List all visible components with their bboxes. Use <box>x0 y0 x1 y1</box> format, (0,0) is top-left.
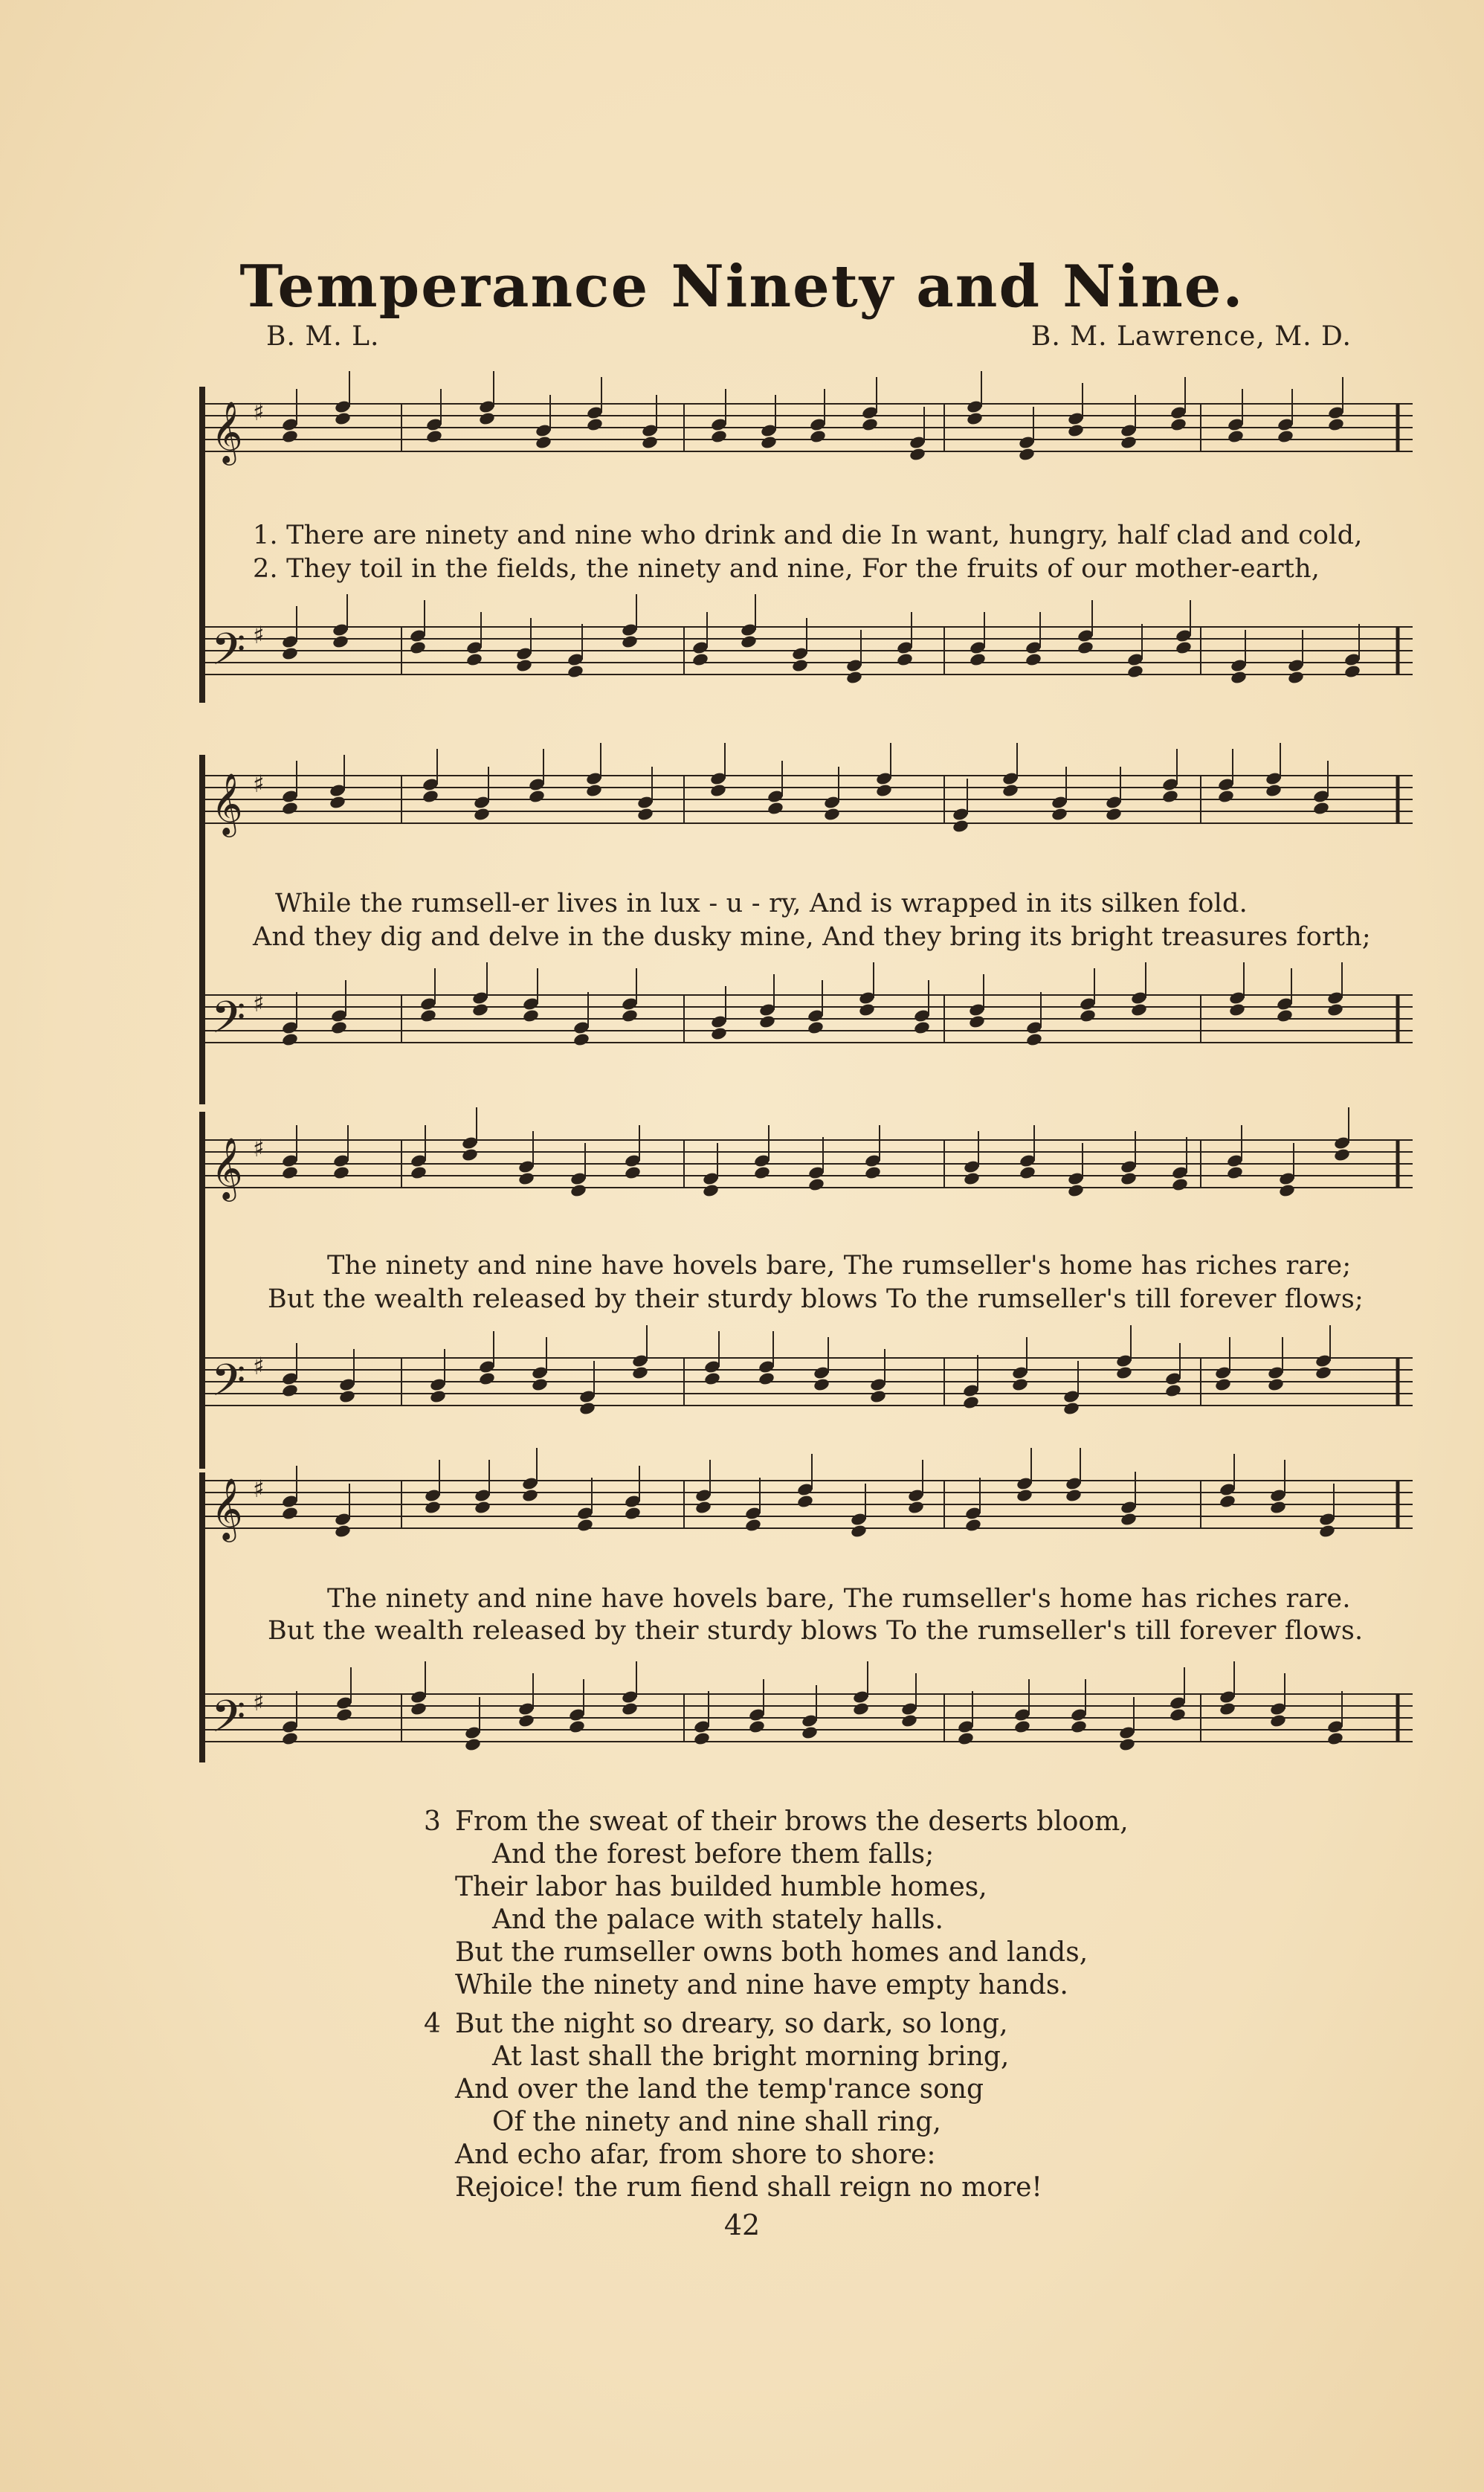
note-head <box>694 1500 712 1515</box>
note-head <box>845 670 863 685</box>
note-head <box>1051 807 1068 822</box>
verse-line: Their labor has builded humble homes, <box>455 1872 987 1902</box>
note-head <box>1276 1008 1294 1023</box>
note-head <box>1214 1377 1232 1392</box>
verse-3 <box>424 1806 1129 2002</box>
note-head <box>1025 652 1042 667</box>
note-head <box>1001 783 1019 798</box>
note-head <box>631 1365 649 1380</box>
note-head <box>1318 1524 1336 1539</box>
note-head <box>478 411 496 426</box>
note-head <box>1164 1383 1182 1398</box>
bass-clef-icon: 𝄢 <box>211 623 246 686</box>
lyric-line-1b: 2. They toil in the fields, the ninety and nine, For the fruits of our mother-earth, <box>253 554 1320 584</box>
note-head <box>621 1008 639 1023</box>
verse-4 <box>424 2008 1129 2204</box>
note-head <box>1120 435 1138 450</box>
note-head <box>334 1524 352 1539</box>
bass-system-4 <box>201 1643 1420 1792</box>
note-head <box>281 1032 299 1047</box>
note-head <box>1120 1171 1138 1186</box>
treble-clef-icon: 𝄞 <box>211 772 243 834</box>
bass-system-2 <box>201 956 1420 1082</box>
treble-clef-icon: 𝄞 <box>211 1477 243 1539</box>
note-head <box>522 1008 540 1023</box>
note-head <box>585 783 603 798</box>
note-head <box>474 1500 491 1515</box>
note-head <box>791 658 809 673</box>
note-head <box>813 1377 830 1392</box>
note-head <box>1219 1494 1236 1509</box>
note-head <box>570 1183 587 1198</box>
sharp-icon: ♯ <box>253 1688 265 1716</box>
note-head <box>1161 789 1179 804</box>
note-head <box>465 652 483 667</box>
note-head <box>1269 1500 1287 1515</box>
note-head <box>621 1701 639 1716</box>
note-head <box>753 1165 771 1180</box>
note-head <box>758 1014 776 1029</box>
note-head <box>1070 1719 1088 1734</box>
note-head <box>330 1020 348 1035</box>
note-head <box>429 1389 447 1404</box>
note-head <box>801 1725 819 1740</box>
lyric-line-1a: 1. There are ninety and nine who drink and die In want, hungry, half clad and cold, <box>253 521 1363 550</box>
note-head <box>335 1707 353 1722</box>
note-head <box>464 1737 482 1752</box>
note-head <box>966 411 984 426</box>
music-system-2 <box>201 725 1420 874</box>
note-head <box>691 652 709 667</box>
note-head <box>1130 1002 1148 1017</box>
note-head <box>1077 640 1094 655</box>
note-head <box>624 1506 642 1521</box>
sharp-icon: ♯ <box>253 1352 265 1380</box>
note-head <box>1287 670 1305 685</box>
note-head <box>1343 664 1361 679</box>
note-head <box>1219 1701 1236 1716</box>
note-head <box>809 429 827 444</box>
page-number: 42 <box>723 2209 761 2241</box>
verse-line: Rejoice! the rum fiend shall reign no more! <box>455 2172 1042 2203</box>
note-head <box>1065 1488 1083 1503</box>
note-head <box>281 801 299 816</box>
music-system-3 <box>201 1086 1420 1242</box>
note-head <box>1227 429 1245 444</box>
note-head <box>710 429 728 444</box>
lyric-line-3b: But the wealth released by their sturdy blows To the rumseller's till forever flows; <box>268 1284 1364 1314</box>
note-head <box>896 652 914 667</box>
bass-system-1 <box>201 587 1420 714</box>
sharp-icon: ♯ <box>253 1475 265 1503</box>
note-head <box>864 1165 882 1180</box>
treble-staff-3 <box>201 1086 1420 1242</box>
hymn-title: Temperance Ninety and Nine. <box>239 253 1245 321</box>
note-head <box>1025 1032 1043 1047</box>
note-head <box>858 1002 876 1017</box>
note-head <box>744 1518 762 1533</box>
sharp-icon: ♯ <box>253 989 265 1017</box>
note-head <box>861 417 879 432</box>
note-head <box>471 1002 489 1017</box>
note-head <box>957 1731 975 1746</box>
note-head <box>567 664 584 679</box>
note-head <box>962 1395 980 1410</box>
note-head <box>1326 1002 1344 1017</box>
note-head <box>767 801 784 816</box>
note-head <box>875 783 893 798</box>
note-head <box>796 1494 814 1509</box>
treble-clef-icon: 𝄞 <box>211 1136 243 1199</box>
note-head <box>969 652 987 667</box>
note-head <box>281 1731 299 1746</box>
note-head <box>517 1171 535 1186</box>
note-head <box>281 1165 299 1180</box>
verse-line: While the ninety and nine have empty hands. <box>455 1970 1068 2000</box>
note-head <box>909 447 926 462</box>
lyricist-credit: B. M. L. <box>266 321 380 352</box>
verse-line: And the forest before them falls; <box>492 1839 935 1870</box>
lyric-line-2a: While the rumsell-er lives in lux - u - ry, And is wrapped in its silken fold. <box>275 889 1248 918</box>
lyric-line-3a: The ninety and nine have hovels bare, The rumseller's home has riches rare; <box>327 1251 1352 1281</box>
note-head <box>1018 447 1036 462</box>
note-head <box>850 1524 868 1539</box>
note-head <box>1019 1165 1036 1180</box>
verse-line: And echo afar, from shore to shore: <box>455 2140 936 2170</box>
note-head <box>531 1377 549 1392</box>
note-head <box>409 640 427 655</box>
lyric-line-2b: And they dig and delve in the dusky mine, And they bring its bright treasures forth; <box>253 922 1371 952</box>
note-head <box>535 435 552 450</box>
note-head <box>964 1518 982 1533</box>
note-head <box>823 807 841 822</box>
treble-staff-1 <box>201 364 1420 491</box>
note-head <box>1314 1365 1332 1380</box>
note-head <box>1079 1008 1097 1023</box>
note-head <box>1265 783 1283 798</box>
note-head <box>1062 1401 1080 1416</box>
note-head <box>1105 807 1123 822</box>
verse-text: From the sweat of their brows the deserts bloom, <box>455 1806 1129 1837</box>
note-head <box>1226 1165 1244 1180</box>
note-head <box>641 435 659 450</box>
treble-clef-icon: 𝄞 <box>211 400 243 463</box>
sharp-icon: ♯ <box>253 398 265 426</box>
verse-line <box>424 2008 1129 2041</box>
bass-clef-icon: 𝄢 <box>211 1354 246 1417</box>
verse-number: 3 <box>424 1806 441 1837</box>
note-head <box>1333 1147 1351 1162</box>
system-brackets <box>199 387 208 1762</box>
bass-staff-3 <box>201 1313 1420 1450</box>
note-head <box>760 435 778 450</box>
additional-verses <box>424 1806 1129 2204</box>
lyric-line-4b: But the wealth released by their sturdy blows To the rumseller's till forever flows. <box>268 1616 1364 1646</box>
music-system-4 <box>201 1439 1420 1569</box>
verse-line <box>424 1806 1129 1838</box>
note-head <box>624 1165 642 1180</box>
note-head <box>636 807 654 822</box>
note-head <box>332 1165 350 1180</box>
note-head <box>963 1171 981 1186</box>
note-head <box>709 783 727 798</box>
note-head <box>1230 670 1248 685</box>
note-head <box>1013 1719 1031 1734</box>
note-head <box>424 1500 442 1515</box>
note-head <box>703 1371 721 1386</box>
note-head <box>1170 417 1187 432</box>
note-head <box>1120 1512 1138 1527</box>
note-head <box>419 1008 437 1023</box>
note-head <box>1067 1183 1085 1198</box>
bass-system-3 <box>201 1313 1420 1450</box>
note-head <box>1327 417 1345 432</box>
note-head <box>478 1371 496 1386</box>
note-head <box>1016 1488 1033 1503</box>
note-head <box>521 1488 539 1503</box>
bass-staff-1 <box>201 587 1420 714</box>
note-head <box>1118 1737 1136 1752</box>
verse-line: And the palace with stately halls. <box>492 1905 943 1935</box>
note-head <box>702 1183 720 1198</box>
note-head <box>710 1026 728 1041</box>
note-head <box>334 411 352 426</box>
sharp-icon: ♯ <box>253 1134 265 1162</box>
sharp-icon: ♯ <box>253 621 265 649</box>
note-head <box>1067 423 1085 438</box>
note-head <box>281 1506 299 1521</box>
bass-clef-icon: 𝄢 <box>211 991 246 1054</box>
note-head <box>1169 1707 1187 1722</box>
note-head <box>907 1500 925 1515</box>
sharp-icon: ♯ <box>253 770 265 798</box>
note-head <box>1277 429 1294 444</box>
note-head <box>852 1701 870 1716</box>
note-head <box>807 1020 825 1035</box>
music-system-1 <box>201 364 1420 491</box>
note-head <box>473 807 491 822</box>
note-head <box>515 658 533 673</box>
note-head <box>576 1518 594 1533</box>
verse-number: 4 <box>424 2009 441 2039</box>
verse-line: But the rumseller owns both homes and lands, <box>455 1937 1088 1968</box>
note-head <box>1312 801 1330 816</box>
note-head <box>578 1401 596 1416</box>
note-head <box>517 1713 535 1728</box>
note-head <box>528 789 546 804</box>
note-head <box>461 1147 479 1162</box>
note-head <box>968 1014 986 1029</box>
note-head <box>1115 1365 1133 1380</box>
note-head <box>748 1719 766 1734</box>
verse-text: But the night so dreary, so dark, so long, <box>455 2009 1008 2039</box>
note-head <box>1126 664 1144 679</box>
note-head <box>758 1371 775 1386</box>
note-head <box>281 429 299 444</box>
note-head <box>1267 1377 1285 1392</box>
note-head <box>410 1701 428 1716</box>
note-head <box>338 1389 356 1404</box>
note-head <box>422 789 439 804</box>
note-head <box>1269 1713 1287 1728</box>
note-head <box>1171 1177 1189 1192</box>
note-head <box>1228 1002 1246 1017</box>
treble-staff-2 <box>201 725 1420 874</box>
bass-staff-4 <box>201 1643 1420 1792</box>
note-head <box>568 1719 586 1734</box>
note-head <box>572 1032 590 1047</box>
note-head <box>740 634 758 649</box>
note-head <box>869 1389 887 1404</box>
note-head <box>410 1165 428 1180</box>
note-head <box>281 1383 299 1398</box>
note-head <box>621 634 639 649</box>
note-head <box>952 819 970 834</box>
note-head <box>1175 640 1193 655</box>
note-head <box>693 1731 711 1746</box>
lyric-line-4a: The ninety and nine have hovels bare, The rumseller's home has riches rare. <box>327 1584 1351 1614</box>
verse-line: Of the ninety and nine shall ring, <box>492 2107 941 2137</box>
note-head <box>900 1713 918 1728</box>
note-head <box>1217 789 1235 804</box>
treble-staff-4 <box>201 1439 1420 1569</box>
note-head <box>329 795 346 810</box>
note-head <box>425 429 443 444</box>
note-head <box>586 417 604 432</box>
note-head <box>281 646 299 661</box>
note-head <box>1278 1183 1296 1198</box>
verse-line: And over the land the temp'rance song <box>455 2074 984 2105</box>
verse-line: At last shall the bright morning bring, <box>492 2041 1010 2072</box>
note-head <box>1326 1731 1344 1746</box>
bass-clef-icon: 𝄢 <box>211 1690 246 1753</box>
bass-staff-2 <box>201 956 1420 1082</box>
note-head <box>1011 1377 1029 1392</box>
note-head <box>332 634 349 649</box>
composer-credit: B. M. Lawrence, M. D. <box>1030 321 1352 352</box>
note-head <box>807 1177 825 1192</box>
note-head <box>913 1020 931 1035</box>
